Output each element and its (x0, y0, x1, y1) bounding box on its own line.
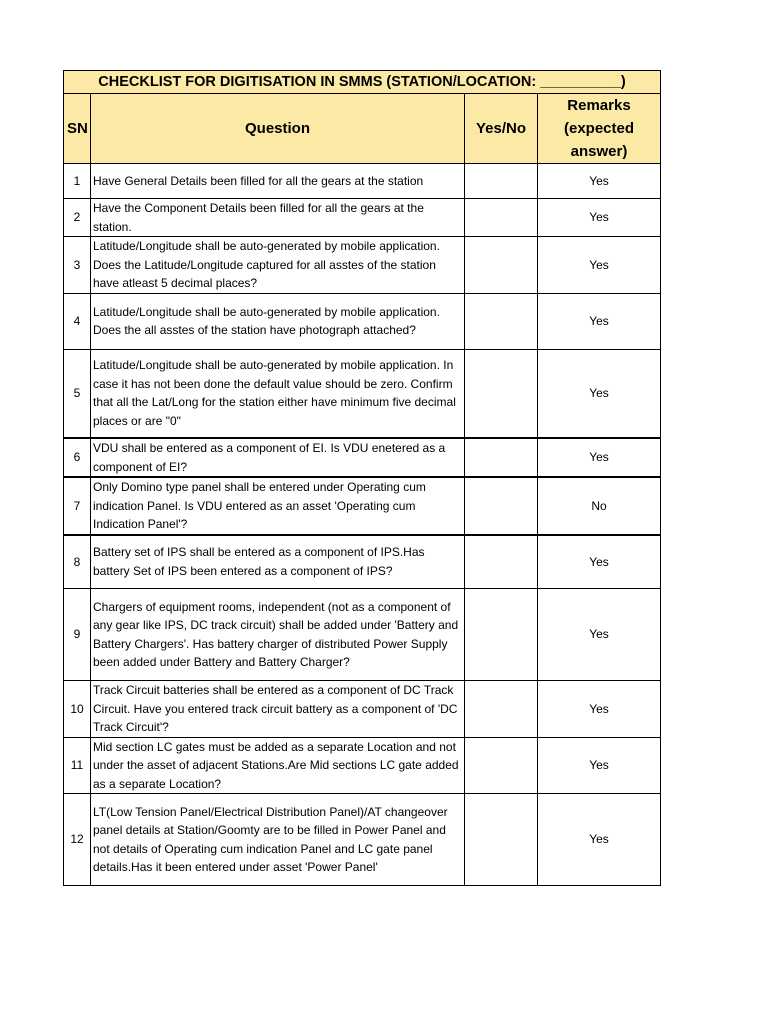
header-remarks-line2: (expected (563, 120, 635, 137)
row-question: Latitude/Longitude shall be auto-generated by mobile application. In case it has not been done the default value should be zero. Confirm that all the Lat/Long for the station either have minimum five decimal places or are "0" (91, 349, 465, 438)
table-row (64, 535, 661, 589)
row-remarks: Yes (538, 293, 661, 349)
row-question: VDU shall be entered as a component of EI. Is VDU enetered as a component of EI? (91, 438, 465, 477)
row-sn: 11 (64, 737, 91, 794)
row-question: LT(Low Tension Panel/Electrical Distribution Panel)/AT changeover panel details at Station/Goomty are to be filled in Power Panel and not details of Operating cum indication Panel and LC gate panel details.Has it been entered under asset 'Power Panel' (91, 794, 465, 886)
row-yes-no-cell[interactable] (465, 681, 538, 738)
row-remarks: Yes (538, 535, 661, 589)
header-row (64, 94, 661, 164)
header-remarks-line3: answer) (570, 143, 628, 160)
table-row (64, 681, 661, 738)
row-question: Have the Component Details been filled for all the gears at the station. (91, 199, 465, 237)
row-yes-no-cell[interactable] (465, 237, 538, 294)
table-row (64, 589, 661, 681)
table-row (64, 199, 661, 237)
table-row (64, 477, 661, 535)
row-remarks: Yes (538, 794, 661, 886)
title-row (64, 71, 661, 94)
row-remarks: Yes (538, 349, 661, 438)
row-yes-no-cell[interactable] (465, 535, 538, 589)
table-row (64, 794, 661, 886)
row-sn: 2 (64, 199, 91, 237)
row-remarks: No (538, 477, 661, 535)
row-question: Mid section LC gates must be added as a separate Location and not under the asset of adjacent Stations.Are Mid sections LC gate added as a separate Location? (91, 737, 465, 794)
row-yes-no-cell[interactable] (465, 737, 538, 794)
row-remarks: Yes (538, 199, 661, 237)
sheet-title: CHECKLIST FOR DIGITISATION IN SMMS (STATION/LOCATION: __________) (64, 71, 661, 94)
row-yes-no-cell[interactable] (465, 164, 538, 199)
row-remarks: Yes (538, 164, 661, 199)
row-sn: 7 (64, 477, 91, 535)
table-row (64, 438, 661, 477)
row-question: Track Circuit batteries shall be entered as a component of DC Track Circuit. Have you entered track circuit battery as a component of 'DC Track Circuit'? (91, 681, 465, 738)
row-remarks: Yes (538, 237, 661, 294)
table-row (64, 737, 661, 794)
row-sn: 12 (64, 794, 91, 886)
row-sn: 6 (64, 438, 91, 477)
row-question: Chargers of equipment rooms, independent (not as a component of any gear like IPS, DC track circuit) shall be added under 'Battery and Battery Chargers'. Has battery charger of distributed Power Supply been added under Battery and Battery Charger? (91, 589, 465, 681)
header-remarks-line1: Remarks (567, 97, 631, 114)
row-sn: 1 (64, 164, 91, 199)
row-yes-no-cell[interactable] (465, 589, 538, 681)
row-yes-no-cell[interactable] (465, 199, 538, 237)
header-sn: SN (64, 94, 91, 164)
table-row (64, 237, 661, 294)
table-row (64, 164, 661, 199)
header-remarks (538, 94, 661, 164)
row-question: Battery set of IPS shall be entered as a component of IPS.Has battery Set of IPS been entered as a component of IPS? (91, 535, 465, 589)
row-remarks: Yes (538, 737, 661, 794)
table-row (64, 349, 661, 438)
row-sn: 5 (64, 349, 91, 438)
row-yes-no-cell[interactable] (465, 349, 538, 438)
row-question: Latitude/Longitude shall be auto-generated by mobile application. Does the all asstes of the station have photograph attached? (91, 293, 465, 349)
row-sn: 8 (64, 535, 91, 589)
row-yes-no-cell[interactable] (465, 794, 538, 886)
header-question: Question (91, 94, 465, 164)
row-remarks: Yes (538, 589, 661, 681)
row-yes-no-cell[interactable] (465, 477, 538, 535)
row-remarks: Yes (538, 438, 661, 477)
header-yes-no: Yes/No (465, 94, 538, 164)
row-yes-no-cell[interactable] (465, 438, 538, 477)
row-question: Have General Details been filled for all the gears at the station (91, 164, 465, 199)
row-remarks: Yes (538, 681, 661, 738)
row-sn: 4 (64, 293, 91, 349)
table-row (64, 293, 661, 349)
row-question: Only Domino type panel shall be entered under Operating cum indication Panel. Is VDU entered as an asset 'Operating cum Indication Panel'? (91, 477, 465, 535)
checklist-table (63, 70, 661, 886)
row-sn: 10 (64, 681, 91, 738)
row-sn: 9 (64, 589, 91, 681)
row-question: Latitude/Longitude shall be auto-generated by mobile application. Does the Latitude/Longitude captured for all asstes of the station have atleast 5 decimal places? (91, 237, 465, 294)
row-yes-no-cell[interactable] (465, 293, 538, 349)
row-sn: 3 (64, 237, 91, 294)
